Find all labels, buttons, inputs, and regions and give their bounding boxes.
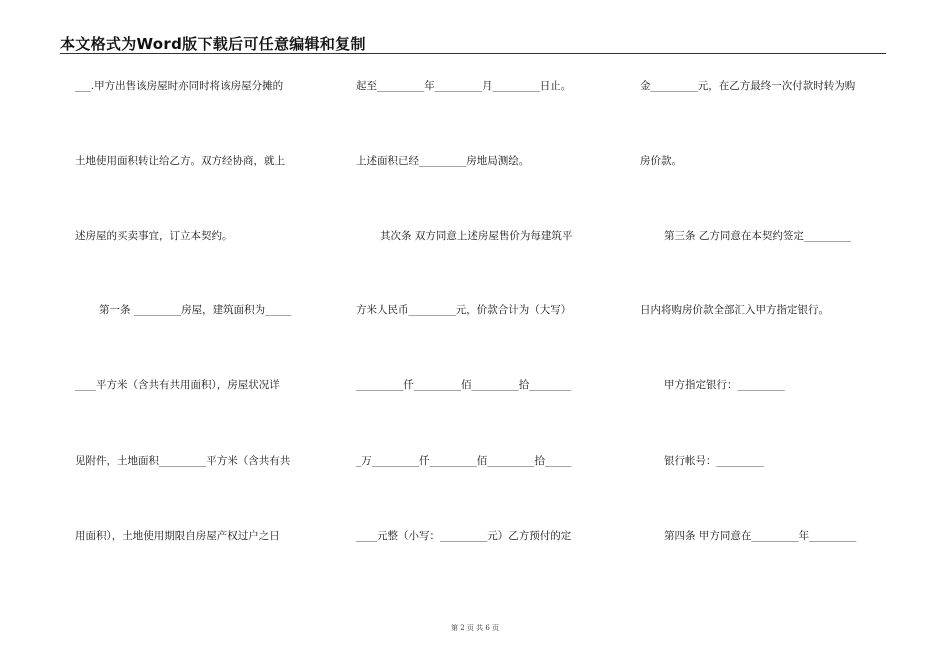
article-heading-4: 第四条 甲方同意在_________年_________ <box>664 530 857 542</box>
text-line: 用面积），土地使用期限自房屋产权过户之日 <box>75 530 280 542</box>
text-line: 述房屋的买卖事宜，订立本契约。 <box>75 230 233 242</box>
text-line: ___.甲方出售该房屋时亦同时将该房屋分摊的 <box>75 80 284 92</box>
text-line: 房价款。 <box>640 155 682 167</box>
text-line: 方米人民币_________元，价款合计为（大写） <box>356 304 572 316</box>
text-line: 日内将购房价款全部汇入甲方指定银行。 <box>640 304 829 316</box>
text-line: _________仟_________佰_________拾________ <box>356 379 572 391</box>
bank-account-line: 银行帐号：_________ <box>664 455 764 467</box>
page-header-title: 本文格式为Word版下载后可任意编辑和复制 <box>60 35 366 53</box>
article-heading-3: 第三条 乙方同意在本契约签定_________ <box>664 230 852 242</box>
text-line: 上述面积已经_________房地局测绘。 <box>356 155 530 167</box>
text-line: 土地使用面积转让给乙方。双方经协商，就上 <box>75 155 285 167</box>
text-line: ____平方米（含共有共用面积），房屋状况详 <box>75 379 280 391</box>
text-line: _万_________仟_________佰_________拾_____ <box>356 455 572 467</box>
article-heading-2: 其次条 双方同意上述房屋售价为每建筑平 <box>380 230 573 242</box>
text-column-2 <box>356 0 612 600</box>
text-line: 起至_________年_________月_________日止。 <box>356 80 572 92</box>
text-column-3 <box>640 0 890 600</box>
text-line: 金_________元，在乙方最终一次付款时转为购 <box>640 80 856 92</box>
article-heading-1: 第一条 _________房屋，建筑面积为_____ <box>99 304 292 316</box>
text-line: ____元整（小写：_________元）乙方预付的定 <box>356 530 572 542</box>
page-number: 第 2 页 共 6 页 <box>450 624 500 632</box>
text-column-1 <box>75 0 325 600</box>
bank-name-line: 甲方指定银行：_________ <box>664 379 785 391</box>
text-line: 见附件，土地面积_________平方米（含共有共 <box>75 455 291 467</box>
